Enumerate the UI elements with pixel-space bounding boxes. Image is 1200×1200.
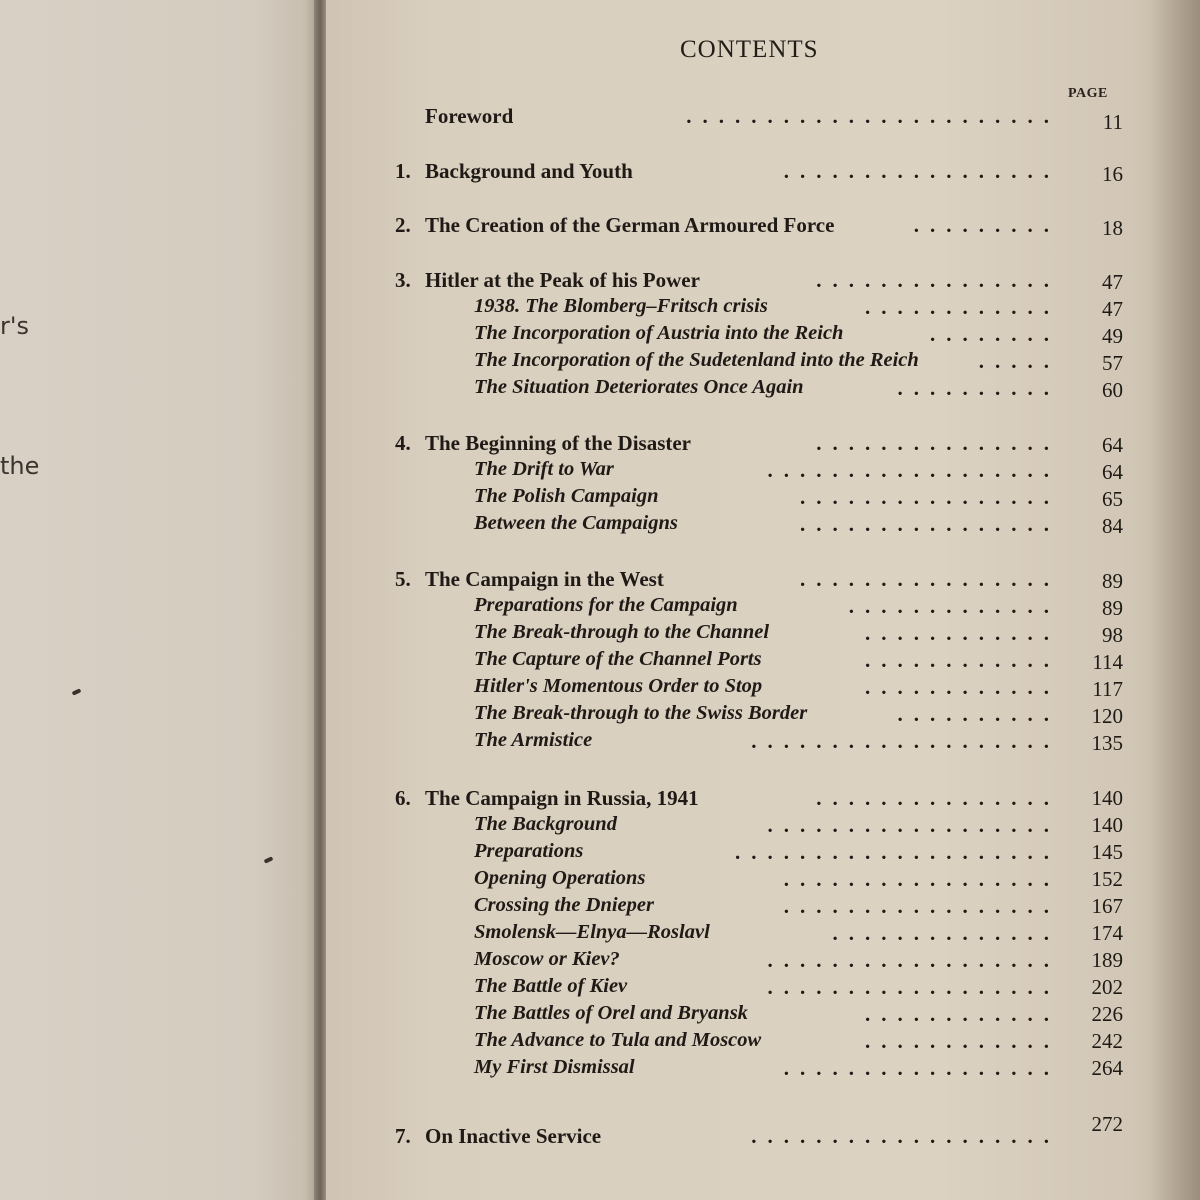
page-number: 98: [1102, 623, 1123, 647]
chapter-number: 3.: [395, 268, 411, 292]
page-number: 89: [1102, 569, 1123, 593]
toc-section-row: [0, 948, 1200, 976]
chapter-title: Hitler at the Peak of his Power: [425, 268, 700, 292]
page-number: 264: [1091, 1056, 1123, 1080]
page-number: 64: [1102, 460, 1123, 484]
section-title: Preparations for the Campaign: [474, 594, 738, 616]
dot-leader: ............: [865, 1029, 1060, 1053]
dot-leader: ............: [865, 1002, 1060, 1026]
toc-section-row: [0, 675, 1200, 703]
toc-chapter-row: [0, 104, 1200, 132]
section-title: Between the Campaigns: [474, 512, 678, 534]
dot-leader: ...................: [751, 729, 1060, 753]
page-column-label: PAGE: [1068, 86, 1108, 101]
page-number: 114: [1092, 650, 1123, 674]
chapter-title: Foreword: [425, 104, 514, 128]
page-number: 152: [1091, 867, 1123, 891]
page-number: 117: [1092, 677, 1123, 701]
section-title: The Break-through to the Swiss Border: [474, 702, 808, 724]
dot-leader: .........: [913, 213, 1060, 237]
toc-section-row: [0, 813, 1200, 841]
toc-section-row: [0, 594, 1200, 622]
chapter-number: 6.: [395, 786, 411, 810]
dot-leader: ............: [865, 675, 1060, 699]
section-title: The Polish Campaign: [474, 485, 659, 507]
toc-chapter-row: [0, 431, 1200, 459]
page-number: 89: [1102, 596, 1123, 620]
toc-section-row: [0, 1029, 1200, 1057]
section-title: Opening Operations: [474, 867, 646, 889]
page-number: 11: [1102, 110, 1123, 134]
toc-section-row: [0, 458, 1200, 486]
toc-section-row: [0, 648, 1200, 676]
dot-leader: ....................: [735, 840, 1060, 864]
page-number: 135: [1091, 731, 1123, 755]
dot-leader: ..........: [897, 702, 1060, 726]
toc-chapter-row: [0, 159, 1200, 187]
page-number: 120: [1091, 704, 1123, 728]
toc-section-row: [0, 840, 1200, 868]
chapter-title: On Inactive Service: [425, 1124, 602, 1148]
section-title: 1938. The Blomberg–Fritsch crisis: [474, 295, 768, 317]
toc-section-row: [0, 295, 1200, 323]
section-title: The Incorporation of Austria into the Reich: [474, 322, 844, 344]
facing-page-text-fragment: r's: [0, 312, 29, 340]
page-number: 140: [1091, 813, 1123, 837]
toc-section-row: [0, 921, 1200, 949]
page-number: 18: [1102, 216, 1123, 240]
section-title: The Capture of the Channel Ports: [474, 648, 762, 670]
section-title: Preparations: [474, 840, 584, 862]
dot-leader: .............: [848, 594, 1060, 618]
dot-leader: .................: [783, 867, 1060, 891]
section-title: The Armistice: [474, 729, 593, 751]
dot-leader: ..................: [767, 948, 1060, 972]
section-title: My First Dismissal: [474, 1056, 635, 1078]
toc-section-row: [0, 894, 1200, 922]
toc-section-row: [0, 1056, 1200, 1084]
toc-section-row: [0, 1002, 1200, 1030]
toc-section-row: [0, 867, 1200, 895]
dot-leader: ..................: [767, 813, 1060, 837]
toc-section-row: [0, 322, 1200, 350]
section-title: Moscow or Kiev?: [474, 948, 620, 970]
facing-page-text-fragment: the: [0, 452, 40, 480]
page-number: 84: [1102, 514, 1123, 538]
chapter-number: 2.: [395, 213, 411, 237]
dot-leader: ...................: [751, 1124, 1060, 1148]
toc-chapter-row: [0, 268, 1200, 296]
chapter-title: The Creation of the German Armoured Force: [425, 213, 835, 237]
section-title: The Background: [474, 813, 617, 835]
section-title: Smolensk—Elnya—Roslavl: [474, 921, 710, 943]
section-title: The Battles of Orel and Bryansk: [474, 1002, 748, 1024]
dot-leader: .................: [783, 159, 1060, 183]
dot-leader: ..................: [767, 975, 1060, 999]
page-number: 57: [1102, 351, 1123, 375]
toc-section-row: [0, 376, 1200, 404]
toc-section-row: [0, 702, 1200, 730]
dot-leader: ..........: [897, 376, 1060, 400]
chapter-title: The Campaign in the West: [425, 567, 664, 591]
chapter-number: 7.: [395, 1124, 411, 1148]
page-number: 189: [1091, 948, 1123, 972]
dot-leader: ...............: [816, 786, 1060, 810]
page-number: 16: [1102, 162, 1123, 186]
dot-leader: ............: [865, 621, 1060, 645]
section-title: The Advance to Tula and Moscow: [474, 1029, 762, 1051]
dot-leader: .....: [978, 349, 1060, 373]
page-number: 60: [1102, 378, 1123, 402]
page-number: 49: [1102, 324, 1123, 348]
page-number: 65: [1102, 487, 1123, 511]
toc-section-row: [0, 729, 1200, 757]
toc-chapter-row: [0, 786, 1200, 814]
page-number: 226: [1091, 1002, 1123, 1026]
chapter-title: Background and Youth: [425, 159, 633, 183]
page-number: 47: [1102, 297, 1123, 321]
section-title: Hitler's Momentous Order to Stop: [474, 675, 763, 697]
dot-leader: ...............: [816, 268, 1060, 292]
dot-leader: ................: [800, 567, 1060, 591]
toc-section-row: [0, 349, 1200, 377]
section-title: The Situation Deteriorates Once Again: [474, 376, 804, 398]
chapter-title: The Beginning of the Disaster: [425, 431, 692, 455]
page-number: 47: [1102, 270, 1123, 294]
page-number: 167: [1091, 894, 1123, 918]
toc-section-row: [0, 512, 1200, 540]
toc-section-row: [0, 621, 1200, 649]
dot-leader: .......................: [686, 104, 1060, 128]
section-title: The Incorporation of the Sudetenland into the Reich: [474, 349, 919, 371]
section-title: Crossing the Dnieper: [474, 894, 654, 916]
page-number: 140: [1091, 786, 1123, 810]
dot-leader: ................: [800, 512, 1060, 536]
page-number: 145: [1091, 840, 1123, 864]
toc-section-row: [0, 975, 1200, 1003]
page-number: 64: [1102, 433, 1123, 457]
dot-leader: ................: [800, 485, 1060, 509]
chapter-number: 1.: [395, 159, 411, 183]
contents-heading: CONTENTS: [680, 36, 819, 63]
toc-chapter-row: [0, 567, 1200, 595]
dot-leader: ..............: [832, 921, 1060, 945]
dot-leader: .................: [783, 1056, 1060, 1080]
dot-leader: ........: [930, 322, 1060, 346]
page-number: 202: [1091, 975, 1123, 999]
section-title: The Drift to War: [474, 458, 614, 480]
dot-leader: ............: [865, 295, 1060, 319]
toc-section-row: [0, 485, 1200, 513]
page-number: 242: [1091, 1029, 1123, 1053]
toc-chapter-row: [0, 213, 1200, 241]
dot-leader: ............: [865, 648, 1060, 672]
chapter-title: The Campaign in Russia, 1941: [425, 786, 699, 810]
section-title: The Break-through to the Channel: [474, 621, 770, 643]
dot-leader: .................: [783, 894, 1060, 918]
section-title: The Battle of Kiev: [474, 975, 628, 997]
page-number: 272: [1091, 1112, 1123, 1136]
chapter-number: 4.: [395, 431, 411, 455]
chapter-number: 5.: [395, 567, 411, 591]
dot-leader: ...............: [816, 431, 1060, 455]
toc-chapter-row: [0, 1112, 1200, 1152]
dot-leader: ..................: [767, 458, 1060, 482]
page-number: 174: [1091, 921, 1123, 945]
